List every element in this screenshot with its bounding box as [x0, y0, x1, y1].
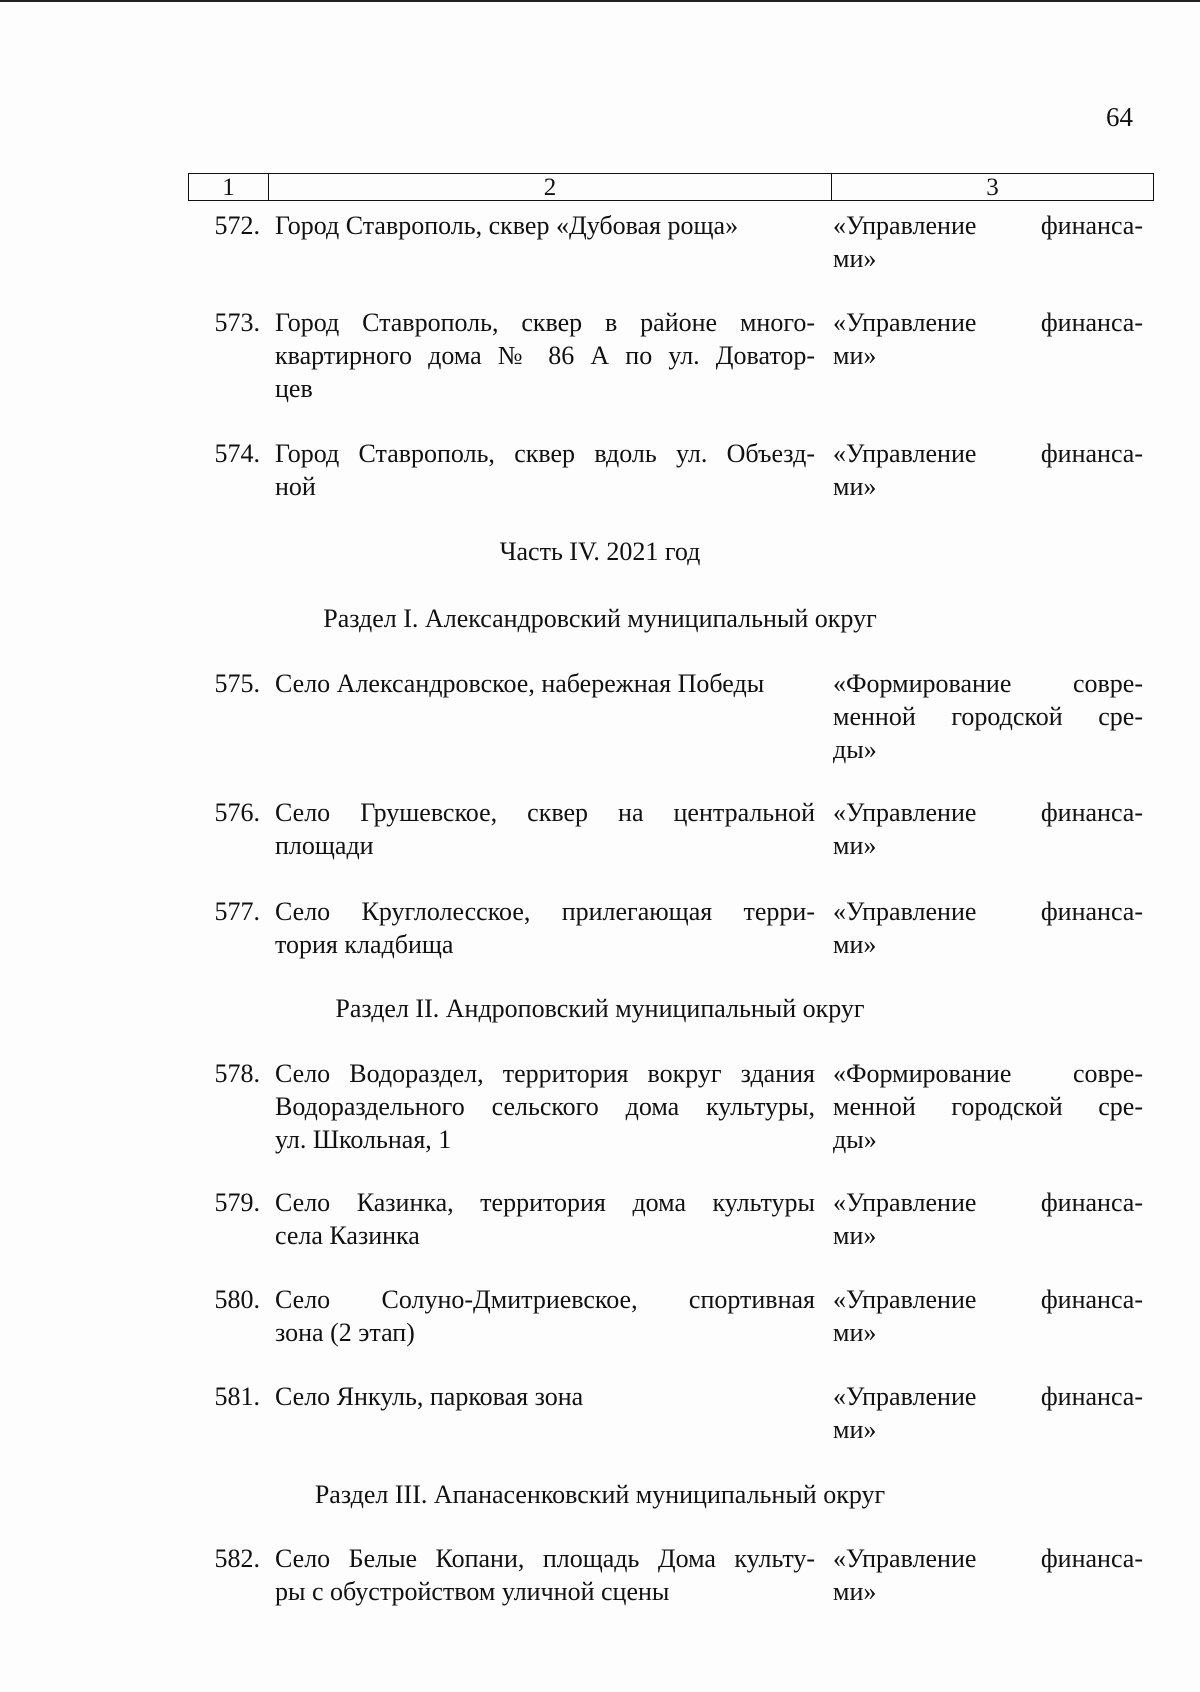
description-line: Село Белые Копани, площадь Дома культу-	[275, 1544, 815, 1573]
description-line: Село Круглолесское, прилегающая терри-	[275, 897, 815, 926]
description-line: Село Янкуль, парковая зона	[275, 1382, 584, 1411]
description-line: площади	[275, 831, 374, 860]
program-line: «Управление финанса-	[833, 798, 1143, 827]
row-program	[833, 1283, 1143, 1349]
row-number: 575.	[214, 669, 260, 698]
row-program	[833, 437, 1143, 503]
row-program	[833, 1380, 1143, 1446]
row-description	[275, 209, 815, 242]
description-line: Село Солуно-Дмитриевское, спортивная	[275, 1285, 815, 1314]
row-number: 581.	[214, 1382, 260, 1411]
program-line: «Формирование совре-	[833, 669, 1143, 698]
scan-edge-line	[0, 0, 1200, 6]
row-description	[275, 667, 815, 700]
program-line: «Управление финанса-	[833, 1188, 1143, 1217]
description-line: Село Александровское, набережная Победы	[275, 669, 765, 698]
section-heading: Раздел I. Александровский муниципальный округ	[323, 604, 877, 633]
description-line: зона (2 этап)	[275, 1318, 415, 1347]
description-line: Город Ставрополь, сквер вдоль ул. Объезд-	[275, 439, 815, 468]
row-program	[833, 895, 1143, 961]
column-header-3: 3	[986, 174, 999, 201]
row-program	[833, 1186, 1143, 1252]
row-program	[833, 1057, 1143, 1156]
row-description	[275, 1542, 815, 1608]
program-line: ми»	[833, 1577, 877, 1606]
row-description	[275, 796, 815, 862]
description-line: ул. Школьная, 1	[275, 1125, 452, 1154]
program-line: ми»	[833, 244, 877, 273]
program-line: «Управление финанса-	[833, 439, 1143, 468]
row-description	[275, 895, 815, 961]
row-number: 574.	[214, 439, 260, 468]
row-program	[833, 209, 1143, 275]
description-line: Город Ставрополь, сквер «Дубовая роща»	[275, 211, 739, 240]
column-header-1: 1	[189, 174, 269, 200]
program-line: менной городской сре-	[833, 1092, 1143, 1121]
program-line: ми»	[833, 930, 877, 959]
row-program	[833, 306, 1143, 372]
row-number: 577.	[214, 897, 260, 926]
program-line: ми»	[833, 472, 877, 501]
program-line: менной городской сре-	[833, 702, 1143, 731]
section-heading: Раздел III. Апанасенковский муниципальный округ	[314, 1480, 886, 1509]
description-line: Город Ставрополь, сквер в районе много-	[275, 308, 815, 337]
row-program	[833, 796, 1143, 862]
row-number: 579.	[214, 1188, 260, 1217]
program-line: «Управление финанса-	[833, 308, 1143, 337]
program-line: ми»	[833, 1318, 877, 1347]
page-number: 64	[1106, 102, 1133, 132]
program-line: «Управление финанса-	[833, 1285, 1143, 1314]
program-line: ды»	[833, 1125, 877, 1154]
program-line: ми»	[833, 1221, 877, 1250]
part-heading: Часть IV. 2021 год	[499, 537, 701, 566]
program-line: «Управление финанса-	[833, 211, 1143, 240]
section-heading: Раздел II. Андроповский муниципальный округ	[335, 994, 865, 1023]
description-line: Село Казинка, территория дома культуры	[275, 1188, 815, 1217]
program-line: ми»	[833, 831, 877, 860]
row-number: 576.	[214, 798, 260, 827]
table-header	[188, 173, 1154, 201]
program-line: ми»	[833, 1415, 877, 1444]
row-number: 582.	[214, 1544, 260, 1573]
row-description	[275, 1057, 815, 1156]
program-line: «Формирование совре-	[833, 1059, 1143, 1088]
description-line: тория кладбища	[275, 930, 454, 959]
row-number: 580.	[214, 1285, 260, 1314]
description-line: Водораздельного сельского дома культуры,	[275, 1092, 815, 1121]
description-line: Село Грушевское, сквер на центральной	[275, 798, 815, 827]
row-description	[275, 437, 815, 503]
program-line: ды»	[833, 735, 877, 764]
row-description	[275, 306, 815, 405]
row-number: 573.	[214, 308, 260, 337]
row-number: 572.	[214, 211, 260, 240]
program-line: «Управление финанса-	[833, 1544, 1143, 1573]
row-description	[275, 1380, 815, 1413]
description-line: цев	[275, 374, 313, 403]
program-line: «Управление финанса-	[833, 1382, 1143, 1411]
row-program	[833, 667, 1143, 766]
program-line: ми»	[833, 341, 877, 370]
description-line: ной	[275, 472, 316, 501]
description-line: квартирного дома № 86 А по ул. Доватор-	[275, 341, 815, 370]
description-line: ры с обустройством уличной сцены	[275, 1577, 670, 1606]
program-line: «Управление финанса-	[833, 897, 1143, 926]
column-header-2: 2	[269, 174, 832, 200]
row-program	[833, 1542, 1143, 1608]
description-line: села Казинка	[275, 1221, 420, 1250]
row-description	[275, 1283, 815, 1349]
row-number: 578.	[214, 1059, 260, 1088]
description-line: Село Водораздел, территория вокруг здания	[275, 1059, 815, 1088]
row-description	[275, 1186, 815, 1252]
